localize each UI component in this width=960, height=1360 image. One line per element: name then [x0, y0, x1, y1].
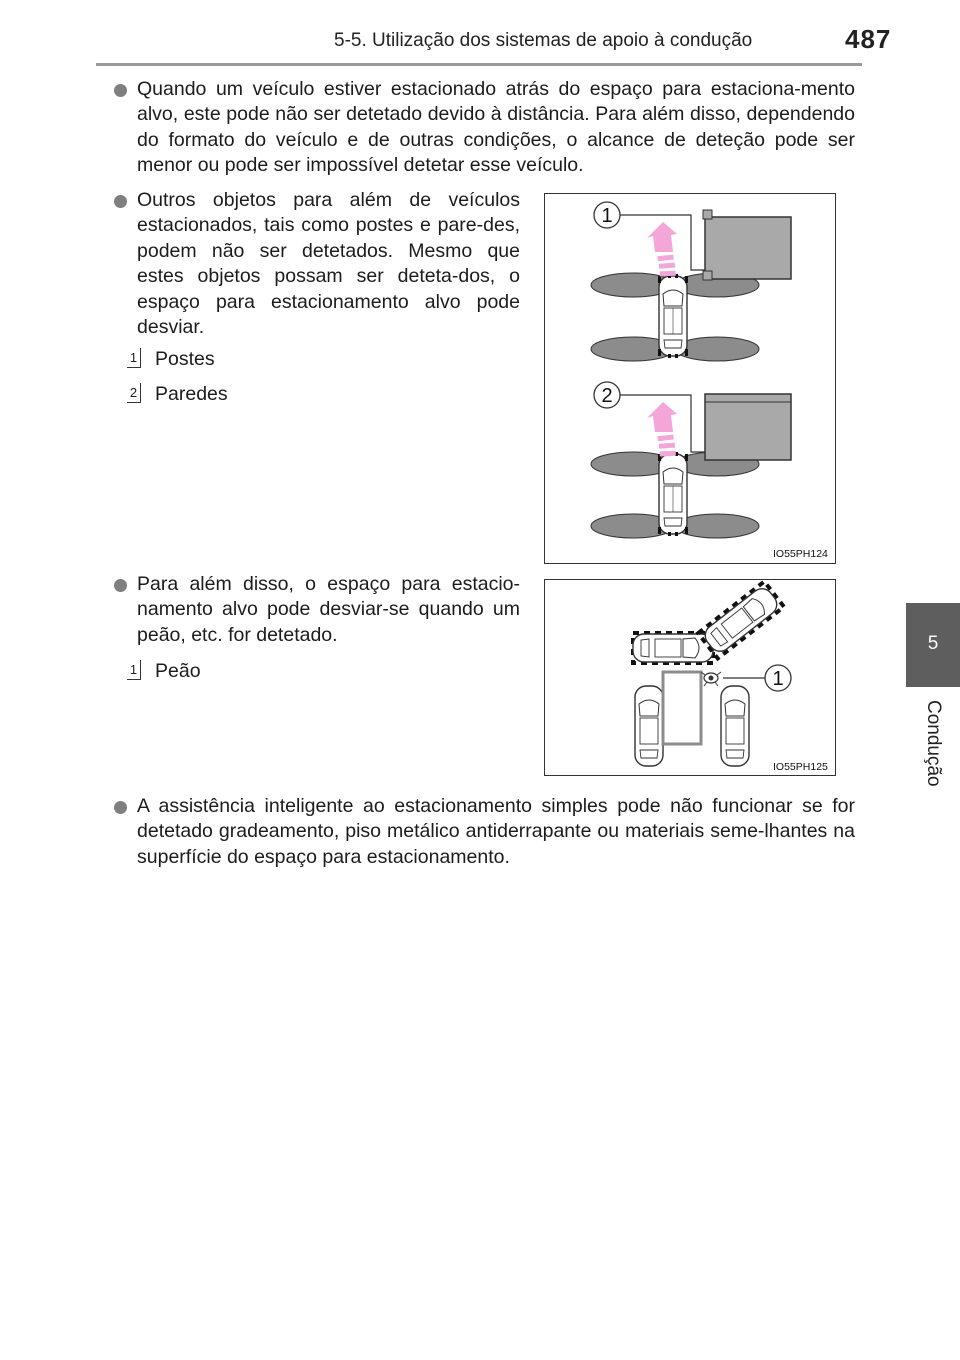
figure-code: IO55PH125 [773, 761, 828, 773]
list-item-paredes [127, 383, 228, 406]
scenario-paredes [591, 382, 791, 538]
bullet-icon [114, 195, 127, 208]
figure-peao [544, 579, 836, 776]
bullet-icon [114, 84, 127, 97]
paragraph-2: Outros objetos para além de veículos estacionados, tais como postes e pare-des, podem não ser detetados. Mesmo que estes objetos possam ser deteta-dos, o espaço para estacionamento alvo pode desviar. [137, 189, 520, 339]
pedestrian-icon [701, 672, 721, 686]
pedestrian-illustration [545, 580, 835, 775]
callout-1: 1 [772, 668, 784, 690]
figure-code: IO55PH124 [773, 548, 828, 560]
item-label: Peão [155, 660, 201, 682]
chapter-name: Condução [923, 700, 944, 787]
chapter-tab [906, 603, 960, 687]
header-divider [96, 63, 862, 66]
bullet-icon [114, 579, 127, 592]
section-title: 5-5. Utilização dos sistemas de apoio à condução [334, 30, 753, 51]
chapter-number: 5 [927, 633, 939, 654]
paragraph-3: Para além disso, o espaço para estacio-namento alvo pode desviar-se quando um peão, etc. for detetado. [137, 573, 520, 646]
paragraph-1: Quando um veículo estiver estacionado atrás do espaço para estaciona-mento alvo, este pode não ser detetado devido à distância. Para além disso, dependendo do formato do veículo e de outras condições, o alcance de deteção pode ser menor ou pode ser impossível detetar esse veículo. [137, 78, 855, 177]
bullet-icon [114, 801, 127, 814]
item-label: Postes [155, 348, 215, 370]
paragraph-4: A assistência inteligente ao estacionamento simples pode não funcionar se for detetado gradeamento, piso metálico antiderrapante ou materiais seme-lhantes na superfície do espaço para estacionamento. [137, 795, 855, 868]
scenario-postes [591, 202, 791, 361]
list-item-peao [127, 660, 201, 683]
figure-postes-paredes [544, 193, 836, 564]
parking-illustration [545, 194, 835, 563]
item-number: 1 [127, 660, 141, 680]
item-label: Paredes [155, 383, 228, 405]
item-number: 2 [127, 383, 141, 403]
item-number: 1 [127, 348, 141, 368]
page-number: 487 [845, 24, 892, 54]
callout-2: 2 [601, 385, 613, 407]
list-item-postes [127, 348, 215, 371]
callout-1: 1 [601, 205, 613, 227]
